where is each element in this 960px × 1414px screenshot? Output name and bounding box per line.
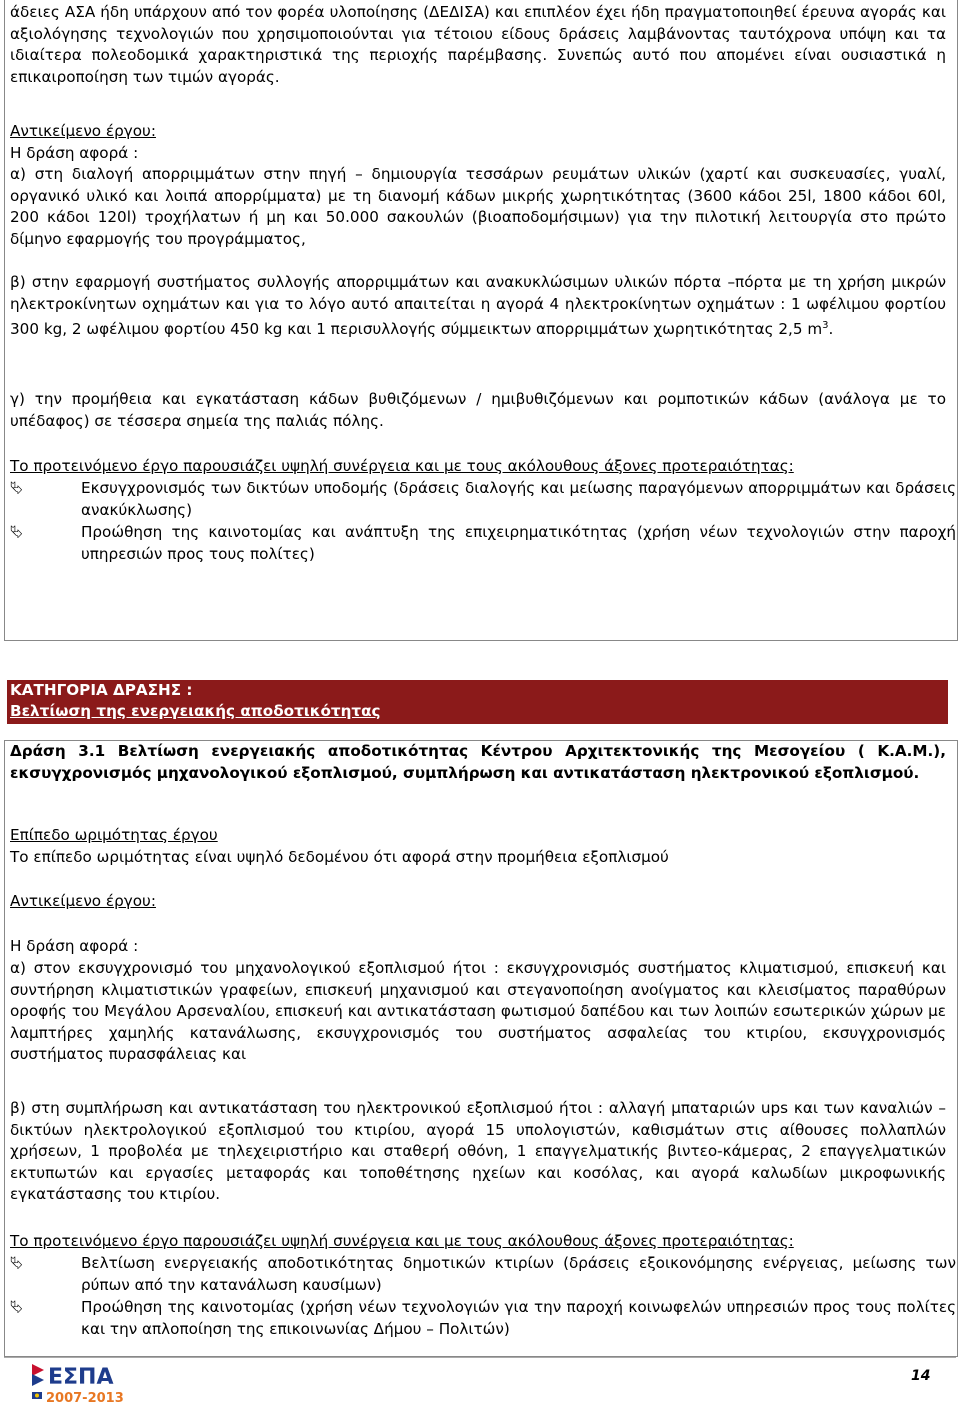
checkmark-arrow-icon: ⮱	[10, 1297, 23, 1316]
category-label: ΚΑΤΗΓΟΡΙΑ ΔΡΑΣΗΣ :	[10, 681, 193, 699]
page-number: 14	[911, 1368, 931, 1384]
checkmark-arrow-icon: ⮱	[10, 478, 23, 497]
footer-divider	[4, 1357, 956, 1358]
item-b-paragraph: β) στη συμπλήρωση και αντικατάσταση του ηλεκτρονικού εξοπλισμού ήτοι : αλλαγή μπαταριών ups και των καναλιών – δικτύων ηλεκτρολογικού εξοπλισμού του κτιρίου, αγορά 15 υπολογιστών, καθισμάτων στις αίθουσες πολλαπλών χρήσεων, 1 προβολέα με τηλεχειριστήριο και σταθερή οθόνη, 1 επαγγελματικής βιντεο-κάμερας, 2 επαγγελματικών εκτυπωτών και εργασίες μεταφοράς και τοποθέτησης ηχείων και κοσόλας, και αγορά καλωδίων μικροφωνικής εγκατάστασης του κτιρίου.	[10, 1099, 946, 1204]
intro-paragraph: άδειες ΑΣΑ ήδη υπάρχουν από τον φορέα υλοποίησης (ΔΕΔΙΣΑ) και επιπλέον έχει ήδη πραγματοποιηθεί έρευνα αγοράς και αξιολόγησης τεχνολογιών που χρησιμοποιούνται για τέτοιου είδους δράσεις λαμβάνοντας ταυτόχρονα υπόψη και τα ιδιαίτερα πολεοδομικά χαρακτηριστικά της περιοχής παρέμβασης. Συνεπώς αυτό που απομένει είναι ουσιαστικά η επικαιροποίηση των τιμών αγοράς.	[10, 3, 946, 86]
maturity-text: Το επίπεδο ωριμότητας είναι υψηλό δεδομένου ότι αφορά στην προμήθεια εξοπλισμού	[10, 848, 669, 866]
category-banner	[7, 680, 948, 724]
espa-logo	[30, 1362, 138, 1410]
action-concerns: Η δράση αφορά :	[10, 144, 139, 162]
item-b-paragraph: β) στην εφαρμογή συστήματος συλλογής απορριμμάτων και ανακυκλώσιμων υλικών πόρτα –πόρτα με τη χρήση μικρών ηλεκτροκίνητων οχημάτων και για το λόγο αυτό απαιτείται η αγορά 4 ηλεκτροκίνητων οχημάτων : 1 ωφέλιμου φορτίου 300 kg, 2 ωφέλιμου φορτίου 450 kg και 1 περισυλλογής σύμμεικτων απορριμμάτων χωρητικότητας 2,5 $m^3$.	[10, 273, 946, 339]
object-heading: Αντικείμενο έργου:	[10, 122, 156, 140]
logo-text: ΕΣΠΑ	[48, 1365, 114, 1390]
item-a-paragraph: α) στη διαλογή απορριμμάτων στην πηγή – δημιουργία τεσσάρων ρευμάτων υλικών (χαρτί και συσκευασίες, γυαλί, οργανικό υλικό και λοιπά απορρίμματα) με τη διανομή κάδων μικρής χωρητικότητας (3600 κάδοι 25l, 1800 κάδοι 60l, 200 κάδοι 120l) τροχήλατων ή μη και 50.000 σακουλών (βιοαποδομήσιμων) για την πιλοτική λειτουργία στο πρώτο δίμηνο εφαρμογής του προγράμματος,	[10, 165, 946, 248]
checkmark-arrow-icon: ⮱	[10, 1253, 23, 1272]
action-title: Δράση 3.1 Βελτίωση ενεργειακής αποδοτικότητας Κέντρου Αρχιτεκτονικής της Μεσογείου ( Κ.Α.Μ.), εκσυγχρονισμός μηχανολογικού εξοπλισμού, συμπλήρωση και αντικατάσταση ηλεκτρονικού εξοπλισμού.	[10, 742, 946, 782]
logo-years: 2007-2013	[46, 1391, 124, 1406]
object-heading: Αντικείμενο έργου:	[10, 892, 156, 910]
maturity-heading: Επίπεδο ωριμότητας έργου	[10, 826, 218, 844]
item-a-paragraph: α) στον εκσυγχρονισμό του μηχανολογικού εξοπλισμού ήτοι : εκσυγχρονισμός συστήματος κλιματισμού, επισκευή και συντήρηση κλιματιστικών γραφείων, επισκευή μηχανισμού και στεγανοποίηση ανοίγματος και κλεισίματος παραθύρων οροφής του Μεγάλου Αρσεναλίου, επισκευή και αντικατάσταση φωτισμού δαπέδου και των λοιπών εσωτερικών χώρων με λαμπτήρες χαμηλής κατανάλωσης, εκσυγχρονισμός του συστήματος ασφαλείας του κτιρίου, εκσυγχρονισμός συστήματος πυρασφάλειας και	[10, 959, 946, 1064]
action-concerns: Η δράση αφορά :	[10, 937, 139, 955]
category-name: Βελτίωση της ενεργειακής αποδοτικότητας	[10, 702, 381, 720]
item-c-paragraph: γ) την προμήθεια και εγκατάσταση κάδων βυθιζόμενων / ημιβυθιζόμενων και ρομποτικών κάδων (ανάλογα με το υπέδαφος) σε τέσσερα σημεία της παλιάς πόλης.	[10, 390, 946, 430]
synergy-heading: Το προτεινόμενο έργο παρουσιάζει υψηλή συνέργεια και με τους ακόλουθους άξονες προτεραιότητας:	[10, 457, 794, 475]
synergy-heading: Το προτεινόμενο έργο παρουσιάζει υψηλή συνέργεια και με τους ακόλουθους άξονες προτεραιότητας:	[10, 1232, 794, 1250]
checkmark-arrow-icon: ⮱	[10, 522, 23, 541]
